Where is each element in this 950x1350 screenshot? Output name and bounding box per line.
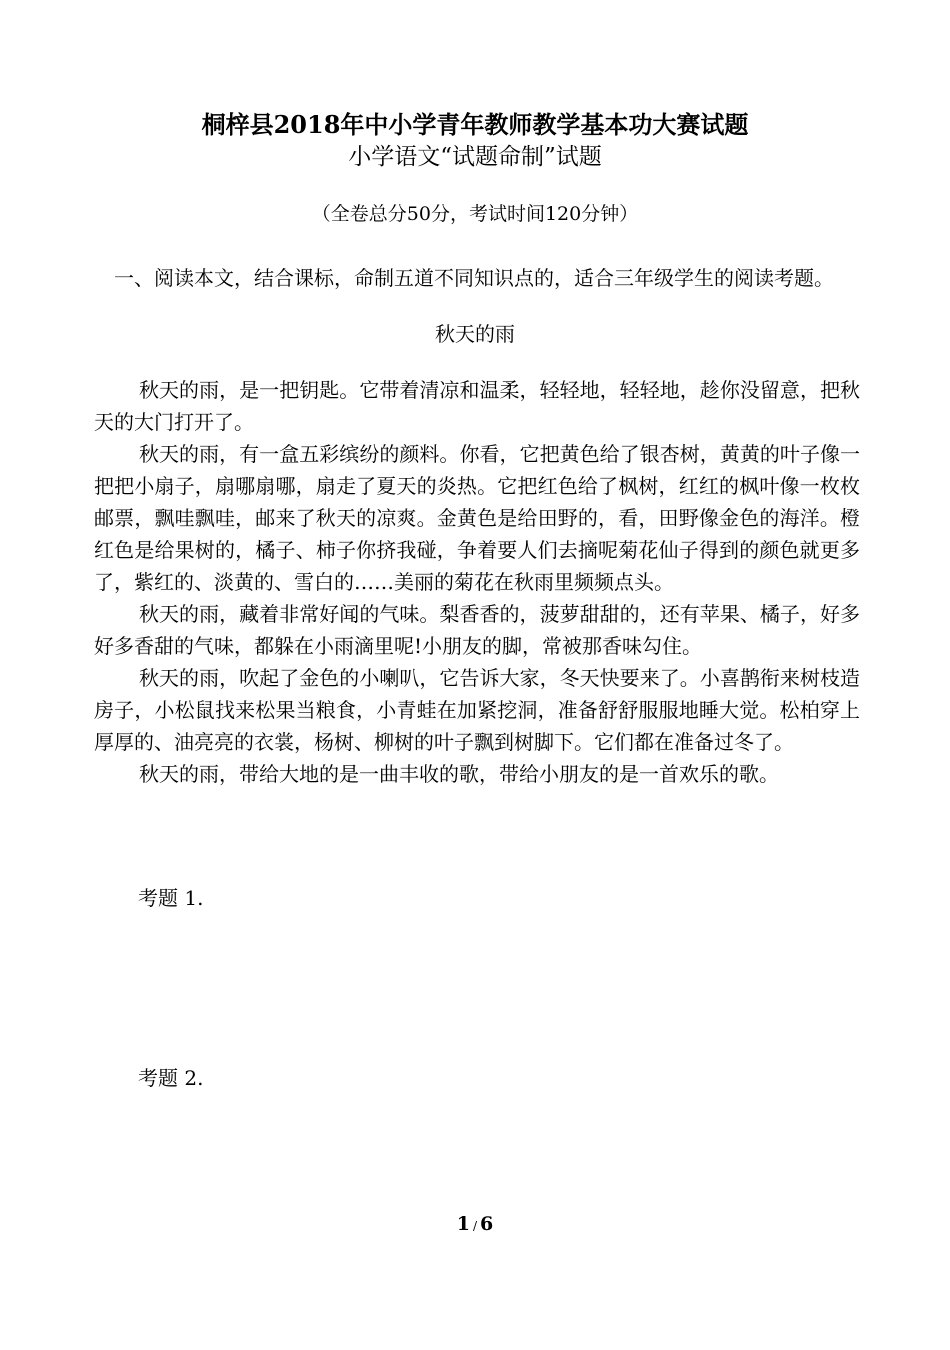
essay-paragraph: 秋天的雨，吹起了金色的小喇叭，它告诉大家，冬天快要来了。小喜鹊衔来树枝造房子，小松鼠找来松果当粮食，小青蛙在加紧挖洞，准备舒舒服服地睡大觉。松柏穿上厚厚的、油亮亮的衣裳，杨树、柳树的叶子飘到树脚下。它们都在准备过冬了。 <box>94 666 860 754</box>
exam-note: （全卷总分50分，考试时间120分钟） <box>311 203 639 225</box>
document-title: 桐梓县2018年中小学青年教师教学基本功大赛试题 <box>201 110 749 139</box>
page-separator: / <box>472 1219 478 1233</box>
essay-title: 秋天的雨 <box>435 322 515 346</box>
section-instruction: 一、阅读本文，结合课标，命制五道不同知识点的，适合三年级学生的阅读考题。 <box>114 266 834 290</box>
essay-body <box>94 374 860 790</box>
page-current: 1 <box>456 1213 470 1235</box>
page-total: 6 <box>480 1213 494 1235</box>
essay-paragraph: 秋天的雨，是一把钥匙。它带着清凉和温柔，轻轻地，轻轻地，趁你没留意，把秋天的大门打开了。 <box>94 378 860 434</box>
essay-paragraph: 秋天的雨，有一盒五彩缤纷的颜料。你看，它把黄色给了银杏树，黄黄的叶子像一把把小扇子，扇哪扇哪，扇走了夏天的炎热。它把红色给了枫树，红红的枫叶像一枚枚邮票，飘哇飘哇，邮来了秋天的凉爽。金黄色是给田野的，看，田野像金色的海洋。橙红色是给果树的，橘子、柿子你挤我碰，争着要人们去摘呢菊花仙子得到的颜色就更多了，紫红的、淡黄的、雪白的……美丽的菊花在秋雨里频频点头。 <box>94 442 860 594</box>
page-number <box>0 1210 950 1240</box>
question-label: 考题 1. <box>138 886 204 910</box>
document-subtitle: 小学语文“试题命制”试题 <box>348 144 602 170</box>
essay-paragraph: 秋天的雨，带给大地的是一曲丰收的歌，带给小朋友的是一首欢乐的歌。 <box>139 762 779 786</box>
question-label: 考题 2. <box>138 1066 204 1090</box>
essay-paragraph: 秋天的雨，藏着非常好闻的气味。梨香香的，菠萝甜甜的，还有苹果、橘子，好多好多香甜的气味，都躲在小雨滴里呢!小朋友的脚，常被那香味勾住。 <box>94 602 860 658</box>
